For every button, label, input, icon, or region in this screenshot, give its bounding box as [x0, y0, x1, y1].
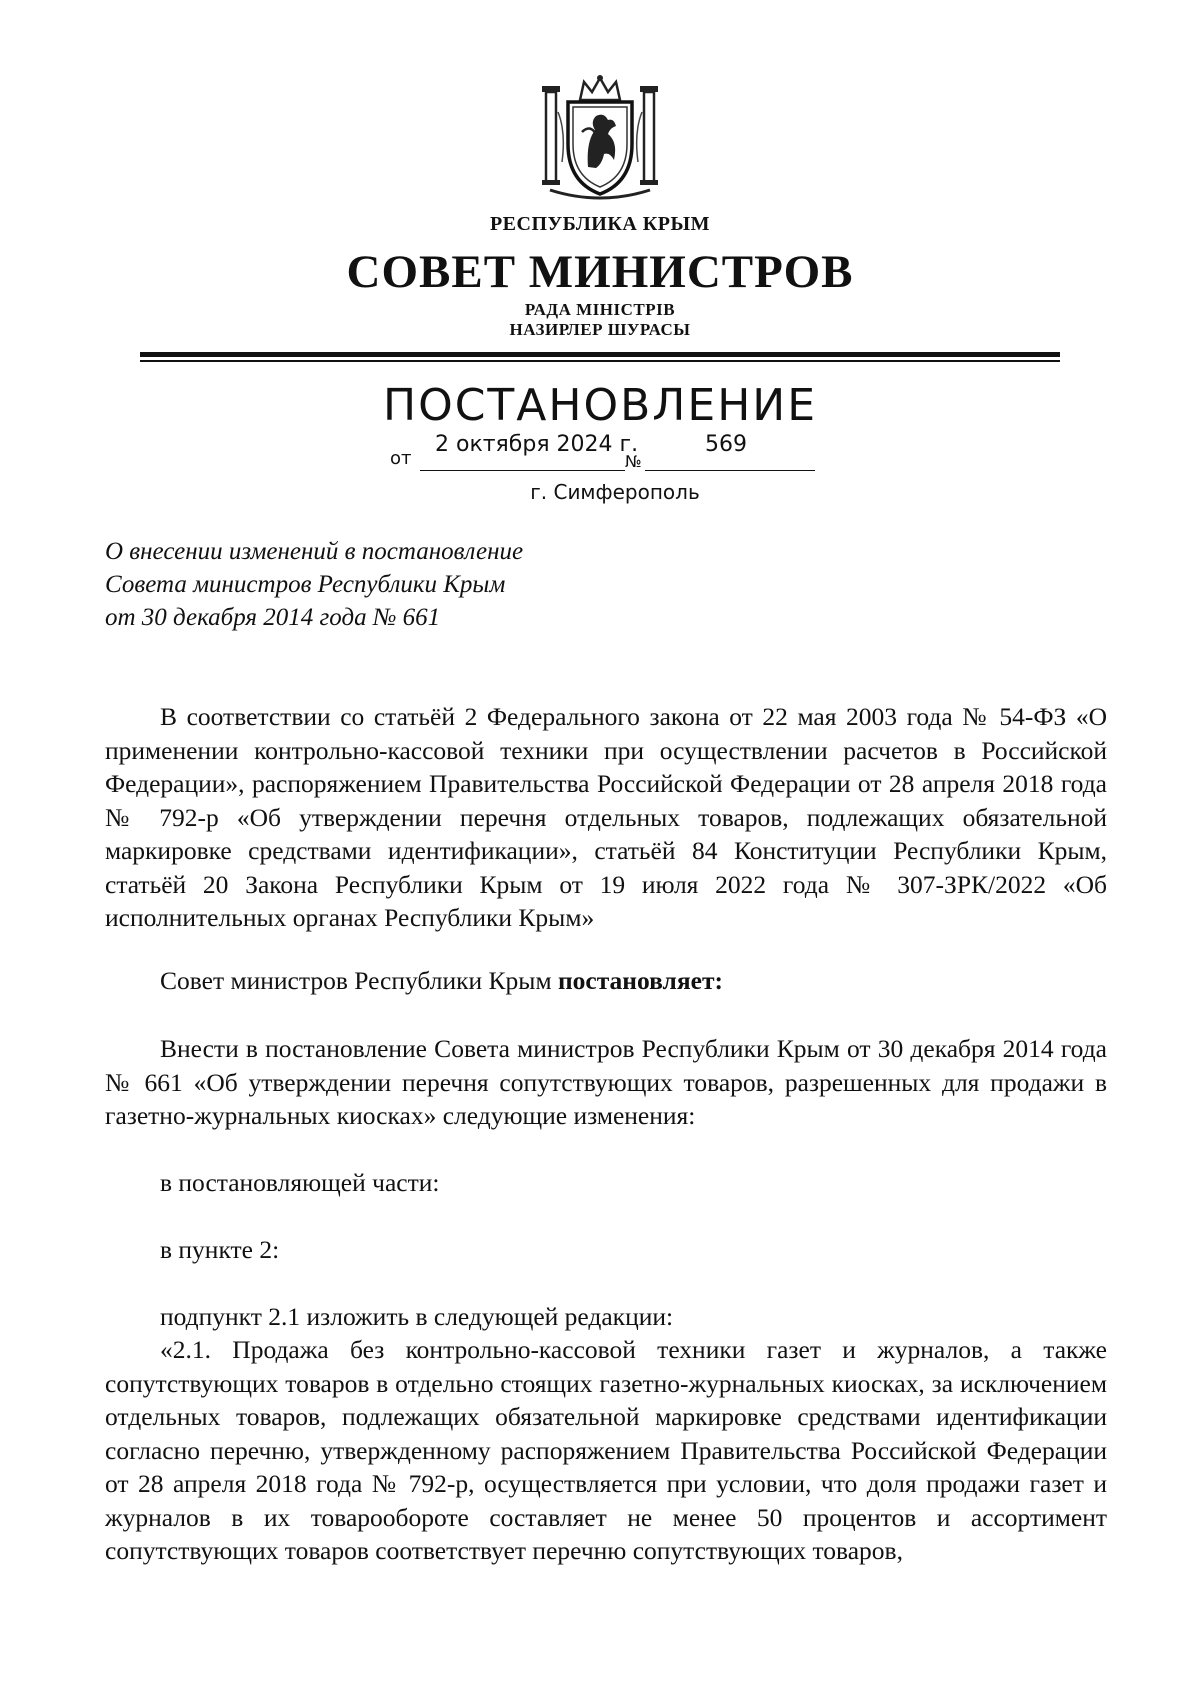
document-city: г. Симферополь [530, 480, 700, 504]
subject-line: от 30 декабря 2014 года № 661 [105, 604, 441, 631]
document-type: ПОСТАНОВЛЕНИЕ [382, 380, 817, 431]
new-wording-paragraph: «2.1. Продажа без контрольно-кассовой техники газет и журналов, а также сопутствующих товаров в отдельно стоящих газетно-журнальных киосках, за исключением отдельных товаров, подлежащих обязательной маркировке средствами идентификации согласно перечню, утвержденному распоряжением Правительства Российской Федерации от 28 апреля 2018 года № 792-р, осуществляется при условии, что доля продажи газет и журналов в их товарообороте составляет не менее 50 процентов и ассортимент сопутствующих товаров соответствует перечню сопутствующих товаров, [105, 1335, 1107, 1565]
preamble-paragraph: В соответствии со статьёй 2 Федерального закона от 22 мая 2003 года № 54-ФЗ «О применении контрольно-кассовой техники при осуществлении расчетов в Российской Федерации», распоряжением Правительства Российской Федерации от 28 апреля 2018 года № 792-р «Об утверждении перечня отдельных товаров, подлежащих обязательной маркировке средствами идентификации», статьёй 84 Конституции Республики Крым, статьёй 20 Закона Республики Крым от 19 июля 2022 года № 307-ЗРК/2022 «Об исполнительных органах Республики Крым» [105, 702, 1107, 932]
subclause-paragraph: подпункт 2.1 изложить в следующей редакции: [160, 1302, 674, 1331]
number-underline [645, 470, 815, 471]
resolution-text: Совет министров Республики Крым [160, 966, 558, 995]
header-divider-thick [140, 352, 1060, 357]
document-number: 569 [705, 432, 747, 457]
date-underline [420, 470, 625, 471]
council-name: СОВЕТ МИНИСТРОВ [346, 246, 854, 298]
amendment-paragraph: Внести в постановление Совета министров Республики Крым от 30 декабря 2014 года № 661 «Об утверждении перечня сопутствующих товаров, разрешенных для продажи в газетно-журнальных киосках» следующие изменения: [105, 1034, 1107, 1130]
document-subject [105, 535, 705, 634]
header-divider-thin [140, 360, 1060, 362]
resolution-verb: постановляет: [557, 966, 723, 995]
section-paragraph: в постановляющей части: [160, 1168, 440, 1197]
subject-line: Совета министров Республики Крым [105, 571, 506, 598]
document-date: 2 октября 2024 г. [435, 432, 639, 457]
date-number-row [390, 432, 820, 472]
number-prefix: № [625, 452, 642, 471]
crimea-coat-of-arms-icon [540, 72, 660, 202]
subject-line: О внесении изменений в постановление [105, 538, 524, 565]
resolution-paragraph [105, 964, 1107, 998]
republic-name: РЕСПУБЛИКА КРЫМ [489, 213, 711, 235]
clause-paragraph: в пункте 2: [160, 1235, 280, 1264]
council-name-uk: РАДА МІНІСТРІВ [524, 300, 676, 319]
date-prefix: от [390, 448, 412, 469]
council-name-crh: НАЗИРЛЕР ШУРАСЫ [509, 320, 691, 339]
